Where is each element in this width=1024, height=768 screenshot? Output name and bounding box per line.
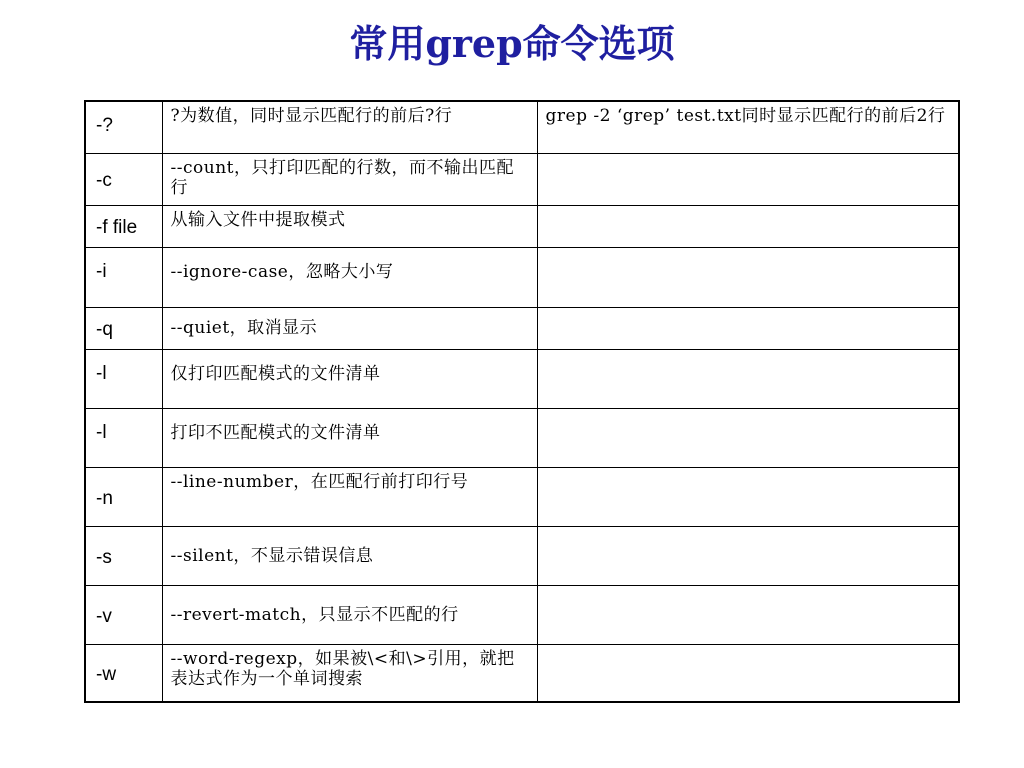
example-cell: [537, 247, 959, 307]
description-cell: --line-number，在匹配行前打印行号: [162, 467, 537, 526]
option-cell: -c: [85, 153, 162, 205]
table-row: [85, 467, 959, 526]
option-cell: -s: [85, 526, 162, 585]
description-cell: --quiet，取消显示: [162, 307, 537, 349]
description-cell: 仅打印匹配模式的文件清单: [162, 349, 537, 408]
option-cell: -q: [85, 307, 162, 349]
table-row: [85, 585, 959, 644]
table-row: [85, 644, 959, 702]
table-row: [85, 349, 959, 408]
example-cell: [537, 349, 959, 408]
description-cell: --ignore-case，忽略大小写: [162, 247, 537, 307]
table-row: [85, 153, 959, 205]
page-title: 常用grep命令选项: [349, 21, 675, 66]
example-cell: [537, 408, 959, 467]
grep-options-table: [84, 100, 960, 703]
option-cell: -l: [85, 408, 162, 467]
example-cell: [537, 585, 959, 644]
table-row: [85, 526, 959, 585]
example-cell: [537, 205, 959, 247]
description-cell: 从输入文件中提取模式: [162, 205, 537, 247]
option-cell: -n: [85, 467, 162, 526]
table-row: [85, 307, 959, 349]
description-cell: --count，只打印匹配的行数，而不输出匹配行: [162, 153, 537, 205]
option-cell: -w: [85, 644, 162, 702]
table-row: [85, 247, 959, 307]
example-cell: grep -2 ‘grep’ test.txt同时显示匹配行的前后2行: [537, 101, 959, 153]
option-cell: -l: [85, 349, 162, 408]
description-cell: 打印不匹配模式的文件清单: [162, 408, 537, 467]
example-cell: [537, 153, 959, 205]
example-cell: [537, 526, 959, 585]
description-cell: ?为数值，同时显示匹配行的前后?行: [162, 101, 537, 153]
table-row: [85, 408, 959, 467]
table-row: [85, 205, 959, 247]
table-row: [85, 101, 959, 153]
description-cell: --word-regexp，如果被\<和\>引用，就把表达式作为一个单词搜索: [162, 644, 537, 702]
option-cell: -i: [85, 247, 162, 307]
description-cell: --revert-match，只显示不匹配的行: [162, 585, 537, 644]
option-cell: -v: [85, 585, 162, 644]
option-cell: -?: [85, 101, 162, 153]
example-cell: [537, 467, 959, 526]
option-cell: -f file: [85, 205, 162, 247]
example-cell: [537, 307, 959, 349]
description-cell: --silent，不显示错误信息: [162, 526, 537, 585]
example-cell: [537, 644, 959, 702]
